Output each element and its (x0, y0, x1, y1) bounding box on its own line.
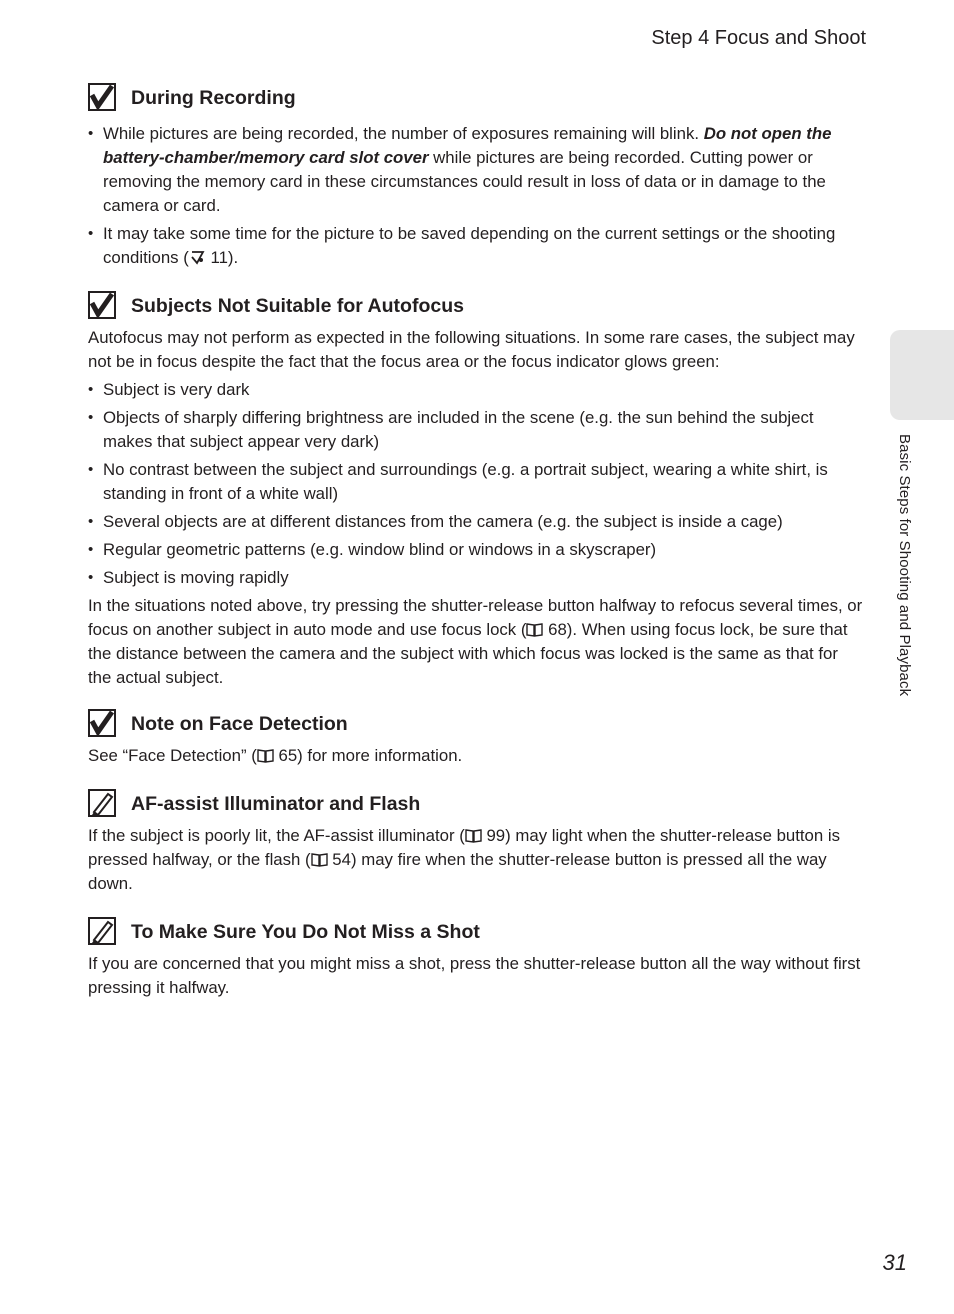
focus-point-icon (189, 250, 206, 265)
chapter-tab (890, 330, 954, 420)
caution-check-icon (88, 709, 116, 737)
section-title: AF-assist Illuminator and Flash (131, 792, 421, 815)
section-face-detection (88, 706, 864, 768)
caution-check-icon (88, 291, 116, 319)
bullet-list (88, 122, 864, 270)
chapter-tab-label: Basic Steps for Shooting and Playback (896, 434, 913, 697)
section-heading (88, 80, 864, 116)
section-intro: Autofocus may not perform as expected in the following situations. In some rare cases, the subject may not be in focus despite the fact that the focus area or the focus indicator glows green: (88, 328, 855, 371)
section-body: If you are concerned that you might miss a shot, press the shutter-release button all the way without first pressing it halfway. (88, 954, 861, 997)
list-item: • No contrast between the subject and surroundings (e.g. a portrait subject, wearing a white shirt, is standing in front of a white wall) (88, 458, 864, 506)
book-reference-icon (526, 622, 543, 637)
section-body: See “Face Detection” ( 65) for more information. (88, 746, 463, 765)
section-outro: In the situations noted above, try pressing the shutter-release button halfway to refocus several times, or focus on another subject in auto mode and use focus lock ( 68). When using focus lock, be sure that the distance between the camera and the subject with which focus was locked is the same as that for the actual subject. (88, 596, 863, 687)
list-item: • Subject is very dark (88, 378, 864, 402)
page-number: 31 (882, 1250, 907, 1275)
book-reference-icon (311, 852, 328, 867)
section-title: Subjects Not Suitable for Autofocus (131, 294, 464, 317)
section-heading (88, 786, 864, 822)
section-title: During Recording (131, 86, 296, 109)
section-autofocus (88, 288, 864, 690)
section-heading (88, 914, 864, 950)
list-item: • Several objects are at different distances from the camera (e.g. the subject is inside a cage) (88, 510, 864, 534)
section-miss-shot (88, 914, 864, 1000)
section-title: To Make Sure You Do Not Miss a Shot (131, 920, 480, 943)
section-during-recording (88, 80, 864, 270)
section-heading (88, 288, 864, 324)
list-item: • Subject is moving rapidly (88, 566, 864, 590)
section-body: If the subject is poorly lit, the AF-assist illuminator ( 99) may light when the shutter-release button is pressed halfway, or the flash ( 54) may fire when the shutter-release button is pressed all the way down. (88, 826, 841, 893)
book-reference-icon (257, 748, 274, 763)
section-title: Note on Face Detection (131, 712, 348, 735)
book-reference-icon (465, 828, 482, 843)
list-item: • It may take some time for the picture to be saved depending on the current settings or the shooting conditions ( 11). (88, 222, 864, 270)
section-af-assist (88, 786, 864, 896)
section-heading (88, 706, 864, 742)
bullet-list (88, 378, 864, 590)
pencil-note-icon (88, 917, 116, 945)
list-item: • While pictures are being recorded, the number of exposures remaining will blink. Do not open the battery-chamber/memory card slot cover while pictures are being recorded. Cutting power or removing the memory card in these circumstances could result in loss of data or in damage to the camera or card. (88, 122, 864, 218)
page-content (88, 80, 864, 1000)
page-header: Step 4 Focus and Shoot (651, 27, 866, 49)
caution-check-icon (88, 83, 116, 111)
pencil-note-icon (88, 789, 116, 817)
list-item: • Objects of sharply differing brightness are included in the scene (e.g. the sun behind the subject makes that subject appear very dark) (88, 406, 864, 454)
list-item: • Regular geometric patterns (e.g. window blind or windows in a skyscraper) (88, 538, 864, 562)
